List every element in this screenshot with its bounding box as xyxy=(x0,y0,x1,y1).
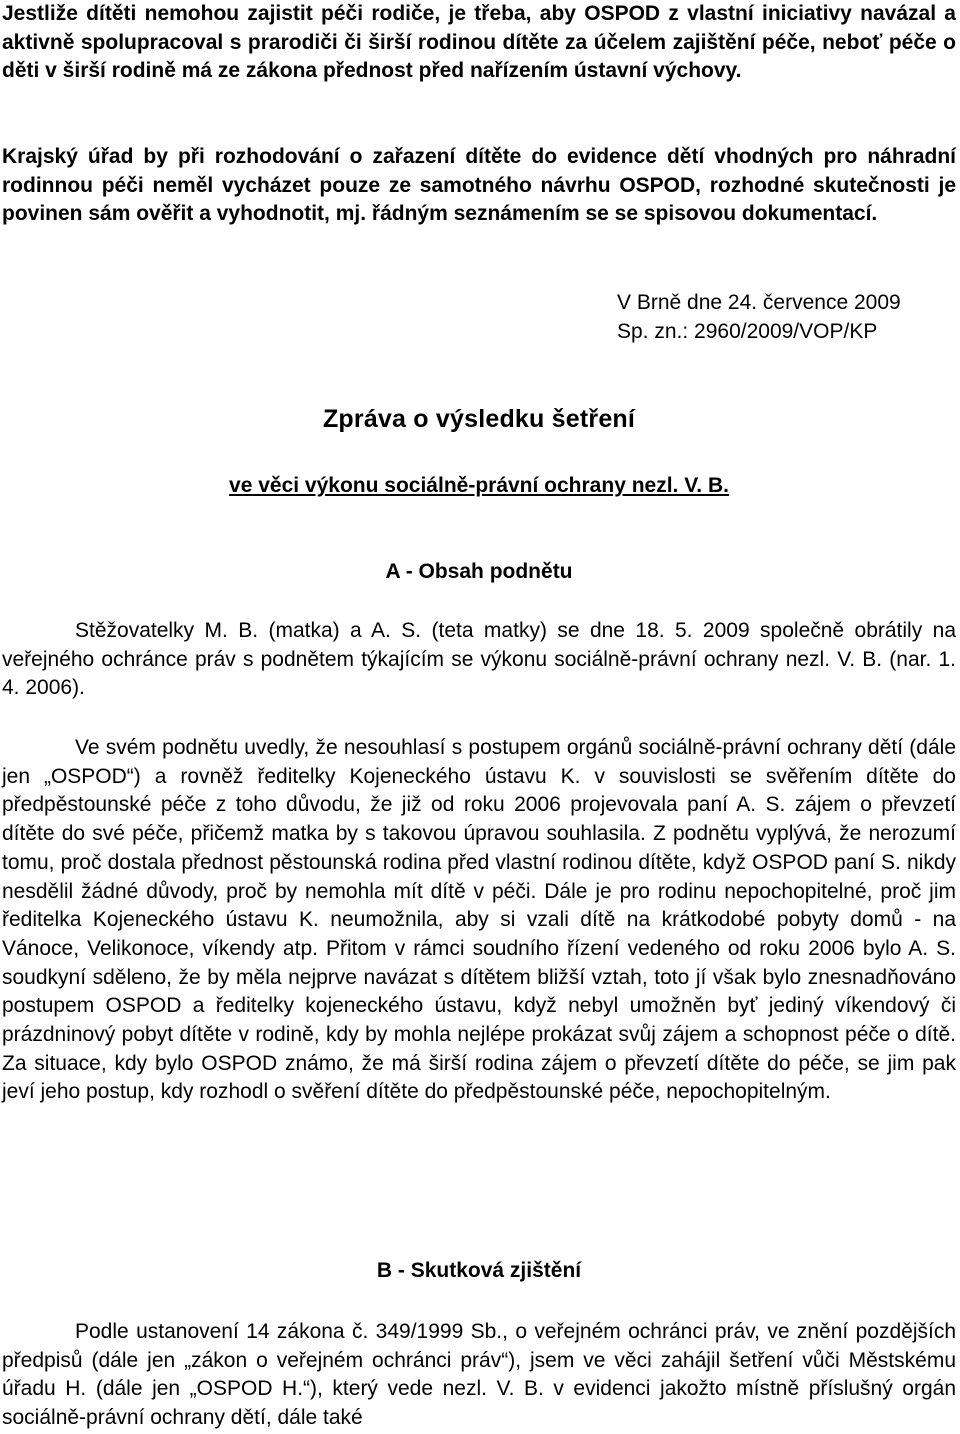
summary-paragraph-1: Jestliže dítěti nemohou zajistit péči rodiče, je třeba, aby OSPOD z vlastní iniciativy navázal a aktivně spolupracoval s prarodiči či širší rodinou dítěte za účelem zajištění péče, neboť péče o děti v širší rodině má ze zákona přednost před nařízením ústavní výchovy. xyxy=(2,2,956,83)
section-b-heading: B - Skutková zjištění xyxy=(376,1259,582,1282)
report-subtitle: ve věci výkonu sociálně-právní ochrany nezl. V. B. xyxy=(229,474,729,497)
report-title: Zpráva o výsledku šetření xyxy=(322,405,636,433)
date-line: V Brně dne 24. července 2009 xyxy=(617,291,901,314)
section-a-paragraph-2: Ve svém podnětu uvedly, že nesouhlasí s postupem orgánů sociálně-právní ochrany dětí (dále jen „OSPOD“) a rovněž ředitelky Kojeneckého ústavu K. v souvislosti se svěřením dítěte do předpěstounské péče z toho důvodu, že již od roku 2006 projevovala paní A. S. zájem o převzetí dítěte do své péče, přičemž matka by s takovou úpravou souhlasila. Z podnětu vyplývá, že nerozumí tomu, proč dostala přednost pěstounská rodina před vlastní rodinou dítěte, když OSPOD paní S. nikdy nesdělil žádné důvody, proč by nemohla mít dítě v péči. Dále je pro rodinu nepochopitelné, proč jim ředitelka Kojeneckého ústavu K. neumožnila, aby si vzali dítě na krátkodobé pobyty domů - na Vánoce, Velikonoce, víkendy atp. Přitom v rámci soudního řízení vedeného od roku 2006 bylo A. S. soudkyní sděleno, že by měla nejprve navázat s dítětem bližší vztah, toto jí však bylo znesnadňováno postupem OSPOD a ředitelky kojeneckého ústavu, když nebyl umožněn byť jediný víkendový či prázdninový pobyt dítěte v rodině, kdy by mohla nejlépe prokázat svůj zájem a schopnost péče o dítě. Za situace, kdy bylo OSPOD známo, že má širší rodina zájem o převzetí dítěte do péče, se jim pak jeví jeho postup, kdy rozhodl o svěření dítěte do předpěstounské péče, nepochopitelným. xyxy=(2,736,956,1104)
section-a-paragraph-1: Stěžovatelky M. B. (matka) a A. S. (teta matky) se dne 18. 5. 2009 společně obrátily na veřejného ochránce práv s podnětem týkajícím se výkonu sociálně-právní ochrany nezl. V. B. (nar. 1. 4. 2006). xyxy=(2,619,956,700)
section-a-heading: A - Obsah podnětu xyxy=(385,560,573,583)
section-b-paragraph-1: Podle ustanovení 14 zákona č. 349/1999 Sb., o veřejném ochránci práv, ve znění pozdějších předpisů (dále jen „zákon o veřejném ochránci práv“), jsem ve věci zahájil šetření vůči Městskému úřadu H. (dále jen „OSPOD H.“), který vede nezl. V. B. v evidenci jakožto místně příslušný orgán sociálně-právní ochrany dětí, dále také xyxy=(2,1320,956,1430)
summary-paragraph-2: Krajský úřad by při rozhodování o zařazení dítěte do evidence dětí vhodných pro náhradní rodinnou péči neměl vycházet pouze ze samotného návrhu OSPOD, rozhodné skutečnosti je povinen sám ověřit a vyhodnotit, mj. řádným seznámením se se spisovou dokumentací. xyxy=(2,145,956,226)
reference-number: Sp. zn.: 2960/2009/VOP/KP xyxy=(617,320,878,343)
